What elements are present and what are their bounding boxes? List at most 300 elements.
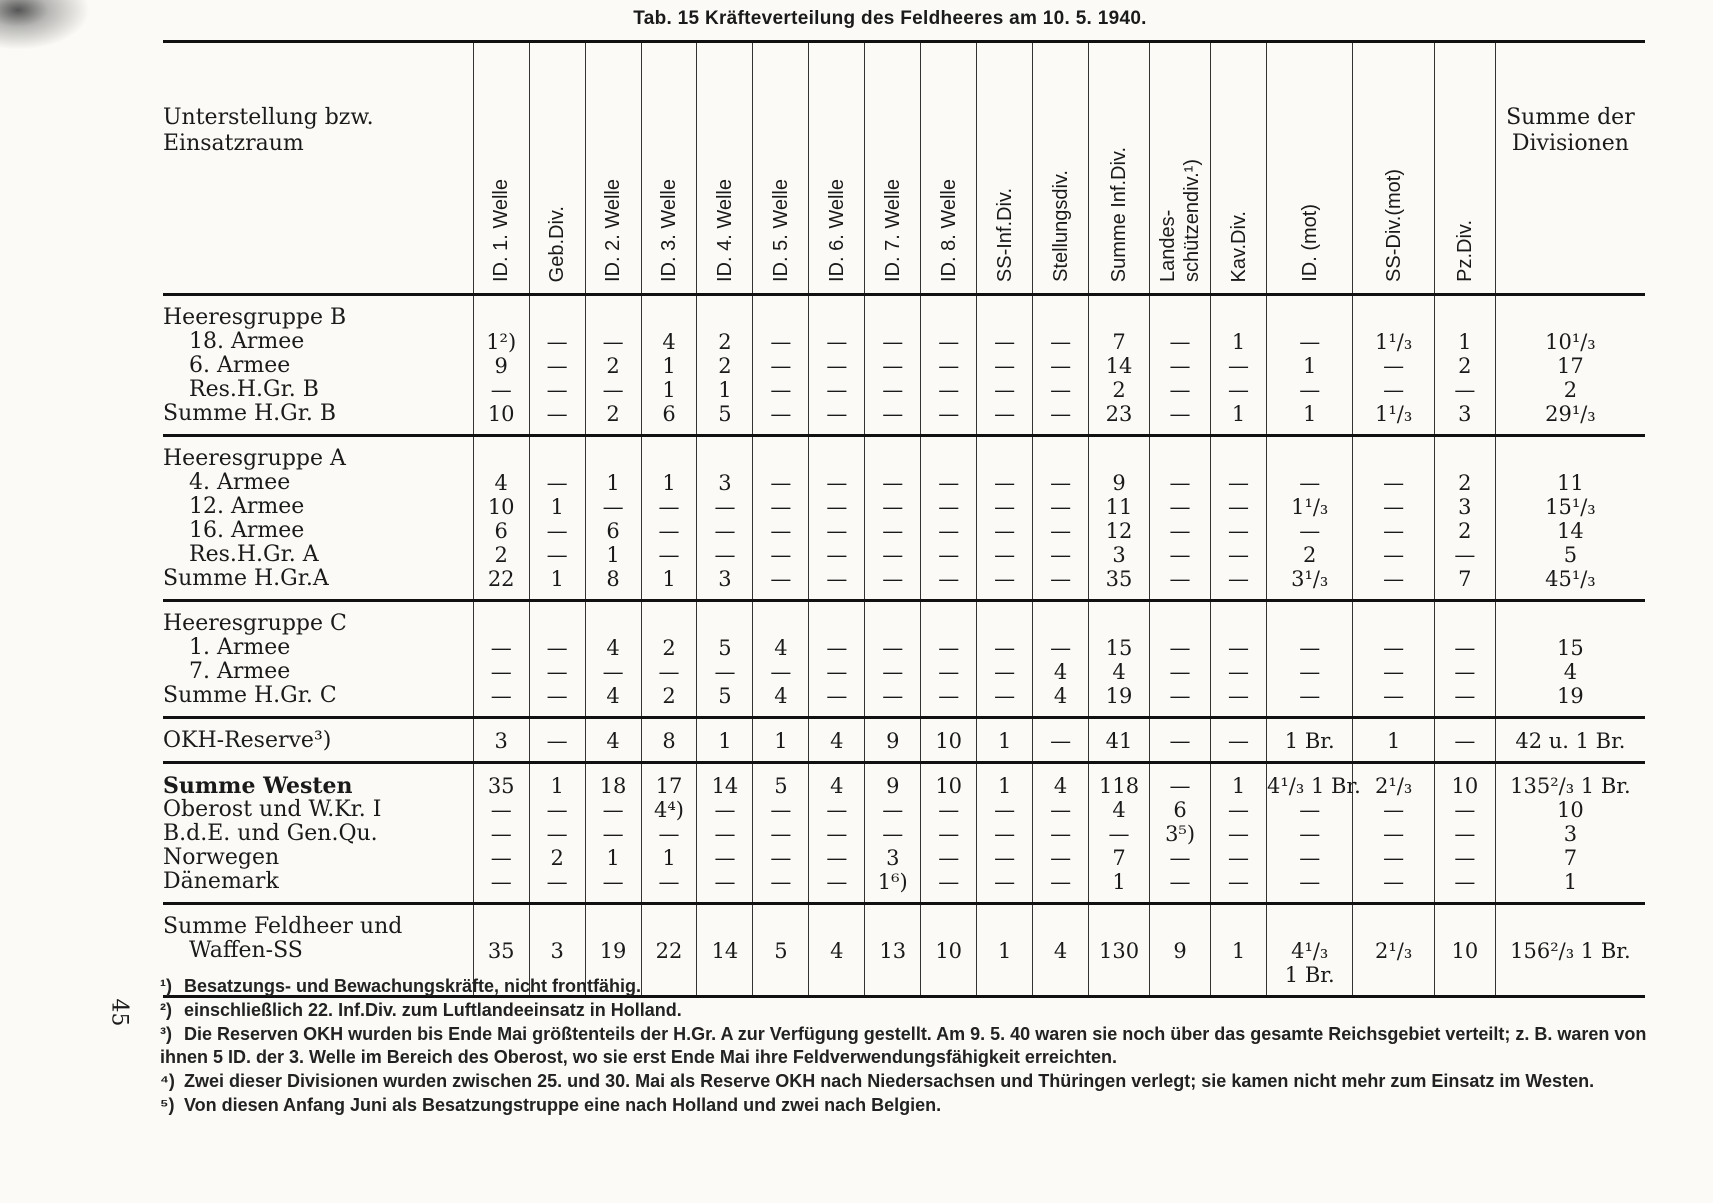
data-cell (977, 436, 1033, 601)
cell-value: 3 (718, 471, 732, 495)
cell-value (1353, 447, 1433, 471)
cell-value: — (882, 354, 904, 378)
cell-value: 2 (494, 543, 508, 567)
cell-value: 1¹/₃ (1291, 495, 1329, 519)
cell-value (1211, 915, 1266, 939)
data-cell (865, 601, 921, 718)
cell-value: — (1383, 846, 1405, 870)
cell-value: — (826, 684, 848, 708)
cell-value (865, 915, 920, 939)
row-label: Summe Westen (163, 773, 353, 799)
cell-value: 4 (662, 330, 676, 354)
header-col-3 (641, 42, 697, 295)
cell-value: — (490, 870, 512, 894)
cell-value: 6 (606, 519, 620, 543)
footnote-mark: ²) (160, 1000, 172, 1020)
cell-value (753, 612, 808, 636)
cell-value: — (490, 378, 512, 402)
data-cell (1211, 295, 1267, 436)
scan-smudge (0, 0, 90, 50)
cell-value: — (938, 402, 960, 426)
cell-value: 29¹/₃ (1545, 402, 1596, 426)
data-cell (753, 601, 809, 718)
cell-value: 4 (830, 774, 844, 798)
cell-value (1267, 915, 1352, 939)
cell-value: — (1299, 798, 1321, 822)
cell-value: — (770, 354, 792, 378)
cell-value (586, 447, 641, 471)
cell-value: — (826, 636, 848, 660)
cell-value: 14 (1105, 354, 1133, 378)
cell-value (865, 447, 920, 471)
cell-value: 1 (1231, 402, 1246, 426)
cell-value: — (546, 378, 568, 402)
cell-value: — (1050, 330, 1072, 354)
data-cell (697, 295, 753, 436)
header-col-9 (977, 42, 1033, 295)
header-col-label: ID. 2. Welle (602, 179, 625, 282)
header-col-2 (585, 42, 641, 295)
data-cell (1089, 718, 1150, 763)
cell-value: 9 (1173, 939, 1187, 963)
cell-value (809, 612, 864, 636)
cell-value: — (1383, 495, 1405, 519)
row-labels (163, 718, 473, 763)
cell-value: 135²/₃ 1 Br. (1510, 774, 1631, 798)
data-cell (585, 436, 641, 601)
cell-value: — (994, 402, 1016, 426)
cell-value: 14 (711, 939, 739, 963)
cell-value: — (770, 822, 792, 846)
cell-value: — (1228, 471, 1250, 495)
row-label: 6. Armee (189, 353, 291, 378)
data-cell (753, 436, 809, 601)
cell-value: — (1050, 729, 1072, 753)
data-cell (1033, 763, 1089, 904)
cell-value: — (770, 519, 792, 543)
cell-value: — (882, 495, 904, 519)
data-cell (921, 763, 977, 904)
cell-value: — (1454, 798, 1476, 822)
cell-value: — (602, 822, 624, 846)
data-cell (809, 295, 865, 436)
footnote-text: Zwei dieser Divisionen wurden zwischen 25. und 30. Mai als Reserve OKH nach Niedersachsen und Thüringen verlegt; sie kamen nicht mehr zum Einsatz im Westen. (184, 1071, 1595, 1091)
data-cell (1434, 436, 1495, 601)
cell-value: — (1050, 636, 1072, 660)
data-cell (753, 763, 809, 904)
data-cell (585, 601, 641, 718)
header-col-6 (809, 42, 865, 295)
cell-value: 2 (606, 354, 620, 378)
data-cell (1150, 601, 1211, 718)
cell-value: 1¹/₃ (1374, 402, 1413, 426)
cell-value: 1 (662, 567, 676, 591)
cell-value: 9 (494, 354, 508, 378)
cell-value: — (826, 402, 848, 426)
row-label: 7. Armee (189, 659, 291, 684)
cell-value: 1²) (486, 330, 517, 354)
footnotes (160, 975, 1650, 1118)
footnote-text: Besatzungs- und Bewachungskräfte, nicht frontfähig. (184, 976, 642, 996)
cell-value: — (826, 354, 848, 378)
cell-value: 1 (606, 846, 620, 870)
cell-value: — (1299, 822, 1321, 846)
data-cell (1353, 436, 1434, 601)
cell-value (865, 612, 920, 636)
cell-value: — (938, 519, 960, 543)
cell-value: — (770, 495, 792, 519)
cell-value: 1 (997, 729, 1012, 753)
cell-value: — (1228, 684, 1250, 708)
footnote (160, 1094, 1650, 1117)
cell-value: — (658, 660, 680, 684)
cell-value: 4¹/₃ (1291, 939, 1329, 963)
cell-value: — (546, 636, 568, 660)
cell-value: 1 (1231, 330, 1246, 354)
header-col-0 (473, 42, 529, 295)
cell-value: — (546, 402, 568, 426)
data-cell (585, 718, 641, 763)
cell-value: — (770, 402, 792, 426)
data-cell (865, 436, 921, 601)
cell-value: 11 (1557, 471, 1584, 495)
header-col-label: Stellungsdiv. (1049, 170, 1072, 282)
header-col-label: ID. 6. Welle (825, 179, 848, 282)
row-label: 4. Armee (189, 470, 291, 495)
cell-value: — (1228, 870, 1250, 894)
cell-value: 2 (718, 330, 732, 354)
cell-value: 45¹/₃ (1545, 567, 1596, 591)
cell-value: 17 (1557, 354, 1584, 378)
row-labels (163, 601, 473, 718)
cell-value (1150, 447, 1210, 471)
cell-value: — (1383, 870, 1405, 894)
cell-value: — (658, 543, 680, 567)
cell-value: — (1169, 402, 1191, 426)
cell-value: — (770, 660, 792, 684)
data-cell (1150, 763, 1211, 904)
cell-value: — (1383, 822, 1405, 846)
header-col-label: ID. 3. Welle (658, 179, 680, 282)
cell-value: 10 (1451, 774, 1479, 798)
data-cell (697, 718, 753, 763)
cell-value: — (770, 378, 792, 402)
header-col-7 (865, 42, 921, 295)
cell-value: — (714, 543, 736, 567)
cell-value: 2 (1458, 519, 1472, 543)
cell-value: — (1454, 846, 1476, 870)
cell-value: 1 (662, 471, 676, 495)
cell-value: 1 (1386, 729, 1401, 753)
data-cell (977, 718, 1033, 763)
data-cell (809, 436, 865, 601)
footnote-text: Von diesen Anfang Juni als Besatzungstruppe eine nach Holland und zwei nach Belgien. (184, 1095, 942, 1115)
cell-value: — (1383, 636, 1405, 660)
cell-value: — (546, 354, 568, 378)
cell-value: 13 (879, 939, 907, 963)
cell-value (865, 306, 920, 330)
cell-value: — (1454, 729, 1476, 753)
cell-value: 12 (1105, 519, 1133, 543)
cell-value (1496, 306, 1645, 330)
table-row-group (163, 601, 1645, 718)
cell-value: — (1383, 567, 1405, 591)
cell-value: — (1050, 402, 1072, 426)
cell-value: — (1454, 684, 1476, 708)
cell-value: — (1383, 660, 1405, 684)
data-cell (921, 436, 977, 601)
table-row-group (163, 436, 1645, 601)
cell-value: 1 (662, 378, 676, 402)
cell-value: — (1169, 774, 1191, 798)
cell-value (474, 915, 529, 939)
cell-value: — (1050, 519, 1072, 543)
cell-value: — (602, 798, 624, 822)
cell-value: — (938, 660, 960, 684)
data-cell (921, 295, 977, 436)
data-cell (809, 763, 865, 904)
cell-value: 1 (606, 471, 620, 495)
cell-value (1089, 915, 1149, 939)
cell-value (530, 915, 585, 939)
cell-value: 22 (655, 939, 683, 963)
cell-value: — (882, 660, 904, 684)
cell-value (1211, 306, 1266, 330)
cell-value: — (826, 543, 848, 567)
data-cell (1434, 601, 1495, 718)
cell-value: 5 (774, 774, 788, 798)
cell-value: — (1383, 519, 1405, 543)
cell-value: — (1228, 543, 1250, 567)
cell-value: — (882, 684, 904, 708)
data-cell (697, 601, 753, 718)
cell-value: — (658, 519, 680, 543)
cell-value: 4 (774, 636, 788, 660)
data-cell (529, 295, 585, 436)
header-col-label: ID. 7. Welle (881, 179, 904, 282)
cell-value (753, 306, 808, 330)
cell-value: — (938, 846, 960, 870)
cell-value: — (1383, 471, 1405, 495)
cell-value: 8 (662, 729, 676, 753)
data-cell (1267, 601, 1353, 718)
data-cell (809, 718, 865, 763)
cell-value: — (602, 330, 624, 354)
cell-value: 19 (1105, 684, 1133, 708)
cell-value: — (994, 870, 1016, 894)
cell-value (1435, 915, 1495, 939)
header-col-label: Pz.Div. (1453, 220, 1476, 282)
cell-value: 1 (1458, 330, 1472, 354)
cell-value: 35 (487, 939, 515, 963)
cell-value: — (602, 660, 624, 684)
data-cell (529, 718, 585, 763)
cell-value: 1 Br. (1284, 729, 1335, 753)
data-cell (921, 718, 977, 763)
data-cell (641, 601, 697, 718)
cell-value: — (1228, 729, 1250, 753)
cell-value: — (714, 798, 736, 822)
cell-value (1033, 915, 1088, 939)
cell-value: — (1050, 354, 1072, 378)
cell-value (809, 447, 864, 471)
cell-value: — (714, 822, 736, 846)
header-col-4 (697, 42, 753, 295)
cell-value: 5 (1563, 543, 1578, 567)
footnote (160, 1070, 1650, 1093)
cell-value (1353, 915, 1433, 939)
row-labels (163, 295, 473, 436)
header-col-label: Geb.Div. (546, 205, 569, 282)
data-cell (1353, 718, 1434, 763)
data-cell (529, 601, 585, 718)
header-col-10 (1033, 42, 1089, 295)
cell-value (1089, 612, 1149, 636)
cell-value: — (882, 519, 904, 543)
cell-value (977, 915, 1032, 939)
cell-value: — (994, 519, 1016, 543)
cell-value: 23 (1105, 402, 1133, 426)
data-cell (473, 601, 529, 718)
cell-value (1267, 306, 1352, 330)
header-col-label: Landes-schützendiv.¹) (1157, 158, 1204, 282)
row-label: Res.H.Gr. A (189, 542, 319, 567)
cell-value: 10 (1557, 798, 1584, 822)
cell-value: — (1299, 471, 1321, 495)
cell-value: — (1454, 636, 1476, 660)
cell-value: — (1108, 822, 1130, 846)
cell-value: — (1050, 870, 1072, 894)
cell-value (1267, 447, 1352, 471)
row-label: OKH-Reserve³) (163, 728, 332, 753)
cell-value (642, 447, 697, 471)
cell-value: 4 (1053, 939, 1068, 963)
row-label: 1. Armee (189, 635, 291, 660)
cell-value (1150, 306, 1210, 330)
cell-value: — (1050, 378, 1072, 402)
cell-value: 1 (550, 774, 564, 798)
cell-value (1211, 612, 1266, 636)
cell-value: — (994, 495, 1016, 519)
data-cell (753, 295, 809, 436)
cell-value: 1⁶) (877, 870, 908, 894)
row-labels (163, 763, 473, 904)
table-title: Tab. 15 Kräfteverteilung des Feldheeres am 10. 5. 1940. (633, 8, 1147, 29)
cell-value: 2 (606, 402, 620, 426)
row-label: 16. Armee (189, 518, 305, 543)
cell-value: 11 (1105, 495, 1133, 519)
cell-value: 4 (1053, 660, 1068, 684)
data-cell (1434, 718, 1495, 763)
cell-value: 1 Br. (1284, 963, 1335, 987)
cell-value: — (826, 822, 848, 846)
cell-value: 10¹/₃ (1545, 330, 1596, 354)
cell-value: — (826, 471, 848, 495)
cell-value: — (938, 567, 960, 591)
cell-value: — (714, 660, 736, 684)
cell-value (474, 612, 529, 636)
cell-value (642, 612, 697, 636)
cell-value: 7 (1563, 846, 1578, 870)
cell-value: 5 (718, 684, 732, 708)
cell-value: — (1169, 519, 1191, 543)
table-row-group (163, 718, 1645, 763)
cell-value: — (1454, 822, 1476, 846)
cell-value: — (882, 567, 904, 591)
cell-value (753, 915, 808, 939)
cell-value: — (882, 822, 904, 846)
cell-value: — (1169, 729, 1191, 753)
cell-value: 6 (494, 519, 508, 543)
cell-value: — (546, 870, 568, 894)
cell-value: — (938, 798, 960, 822)
header-col-12 (1150, 42, 1211, 295)
cell-value: 4 (1053, 774, 1068, 798)
data-cell (585, 763, 641, 904)
cell-value: — (658, 870, 680, 894)
cell-value (753, 447, 808, 471)
cell-value: 1 (997, 939, 1012, 963)
cell-value: 1 (997, 774, 1012, 798)
cell-value (1033, 612, 1088, 636)
data-cell (641, 763, 697, 904)
cell-value: 4 (1112, 660, 1126, 684)
cell-value: — (826, 798, 848, 822)
cell-value: 10 (935, 729, 963, 753)
cell-value: — (826, 378, 848, 402)
row-label: Heeresgruppe B (163, 305, 347, 330)
header-col-label: SS-Div.(mot) (1382, 169, 1405, 282)
cell-value: 4 (830, 729, 844, 753)
cell-value (809, 915, 864, 939)
cell-value: — (658, 495, 680, 519)
footnote-mark: ⁵) (160, 1095, 175, 1115)
cell-value: 7 (1112, 330, 1126, 354)
cell-value: — (882, 636, 904, 660)
data-cell (865, 718, 921, 763)
footnote-mark: ³) (160, 1024, 172, 1044)
cell-value: 118 (1098, 774, 1140, 798)
cell-value: — (1228, 567, 1250, 591)
cell-value: — (1050, 495, 1072, 519)
data-cell (641, 295, 697, 436)
header-col-label: Summe Inf.Div. (1108, 146, 1131, 282)
cell-value: — (714, 519, 736, 543)
cell-value: 10 (935, 939, 963, 963)
data-cell (1211, 601, 1267, 718)
cell-value: 2 (1303, 543, 1317, 567)
data-cell (641, 436, 697, 601)
cell-value (921, 915, 976, 939)
data-cell (977, 763, 1033, 904)
cell-value (1150, 612, 1210, 636)
data-cell (1150, 436, 1211, 601)
cell-value: — (882, 798, 904, 822)
cell-value: 1¹/₃ (1374, 330, 1413, 354)
cell-value: 1 (550, 495, 564, 519)
cell-value: 4 (494, 471, 508, 495)
cell-value: 4⁴) (654, 798, 684, 822)
footnote (160, 1023, 1650, 1069)
cell-value: 3 (1563, 822, 1578, 846)
cell-value: — (826, 567, 848, 591)
cell-value: 41 (1105, 729, 1133, 753)
cell-value: 2 (718, 354, 732, 378)
row-label: Heeresgruppe A (163, 446, 346, 471)
data-cell (1211, 763, 1267, 904)
table-header-row (163, 42, 1645, 295)
data-cell (977, 601, 1033, 718)
